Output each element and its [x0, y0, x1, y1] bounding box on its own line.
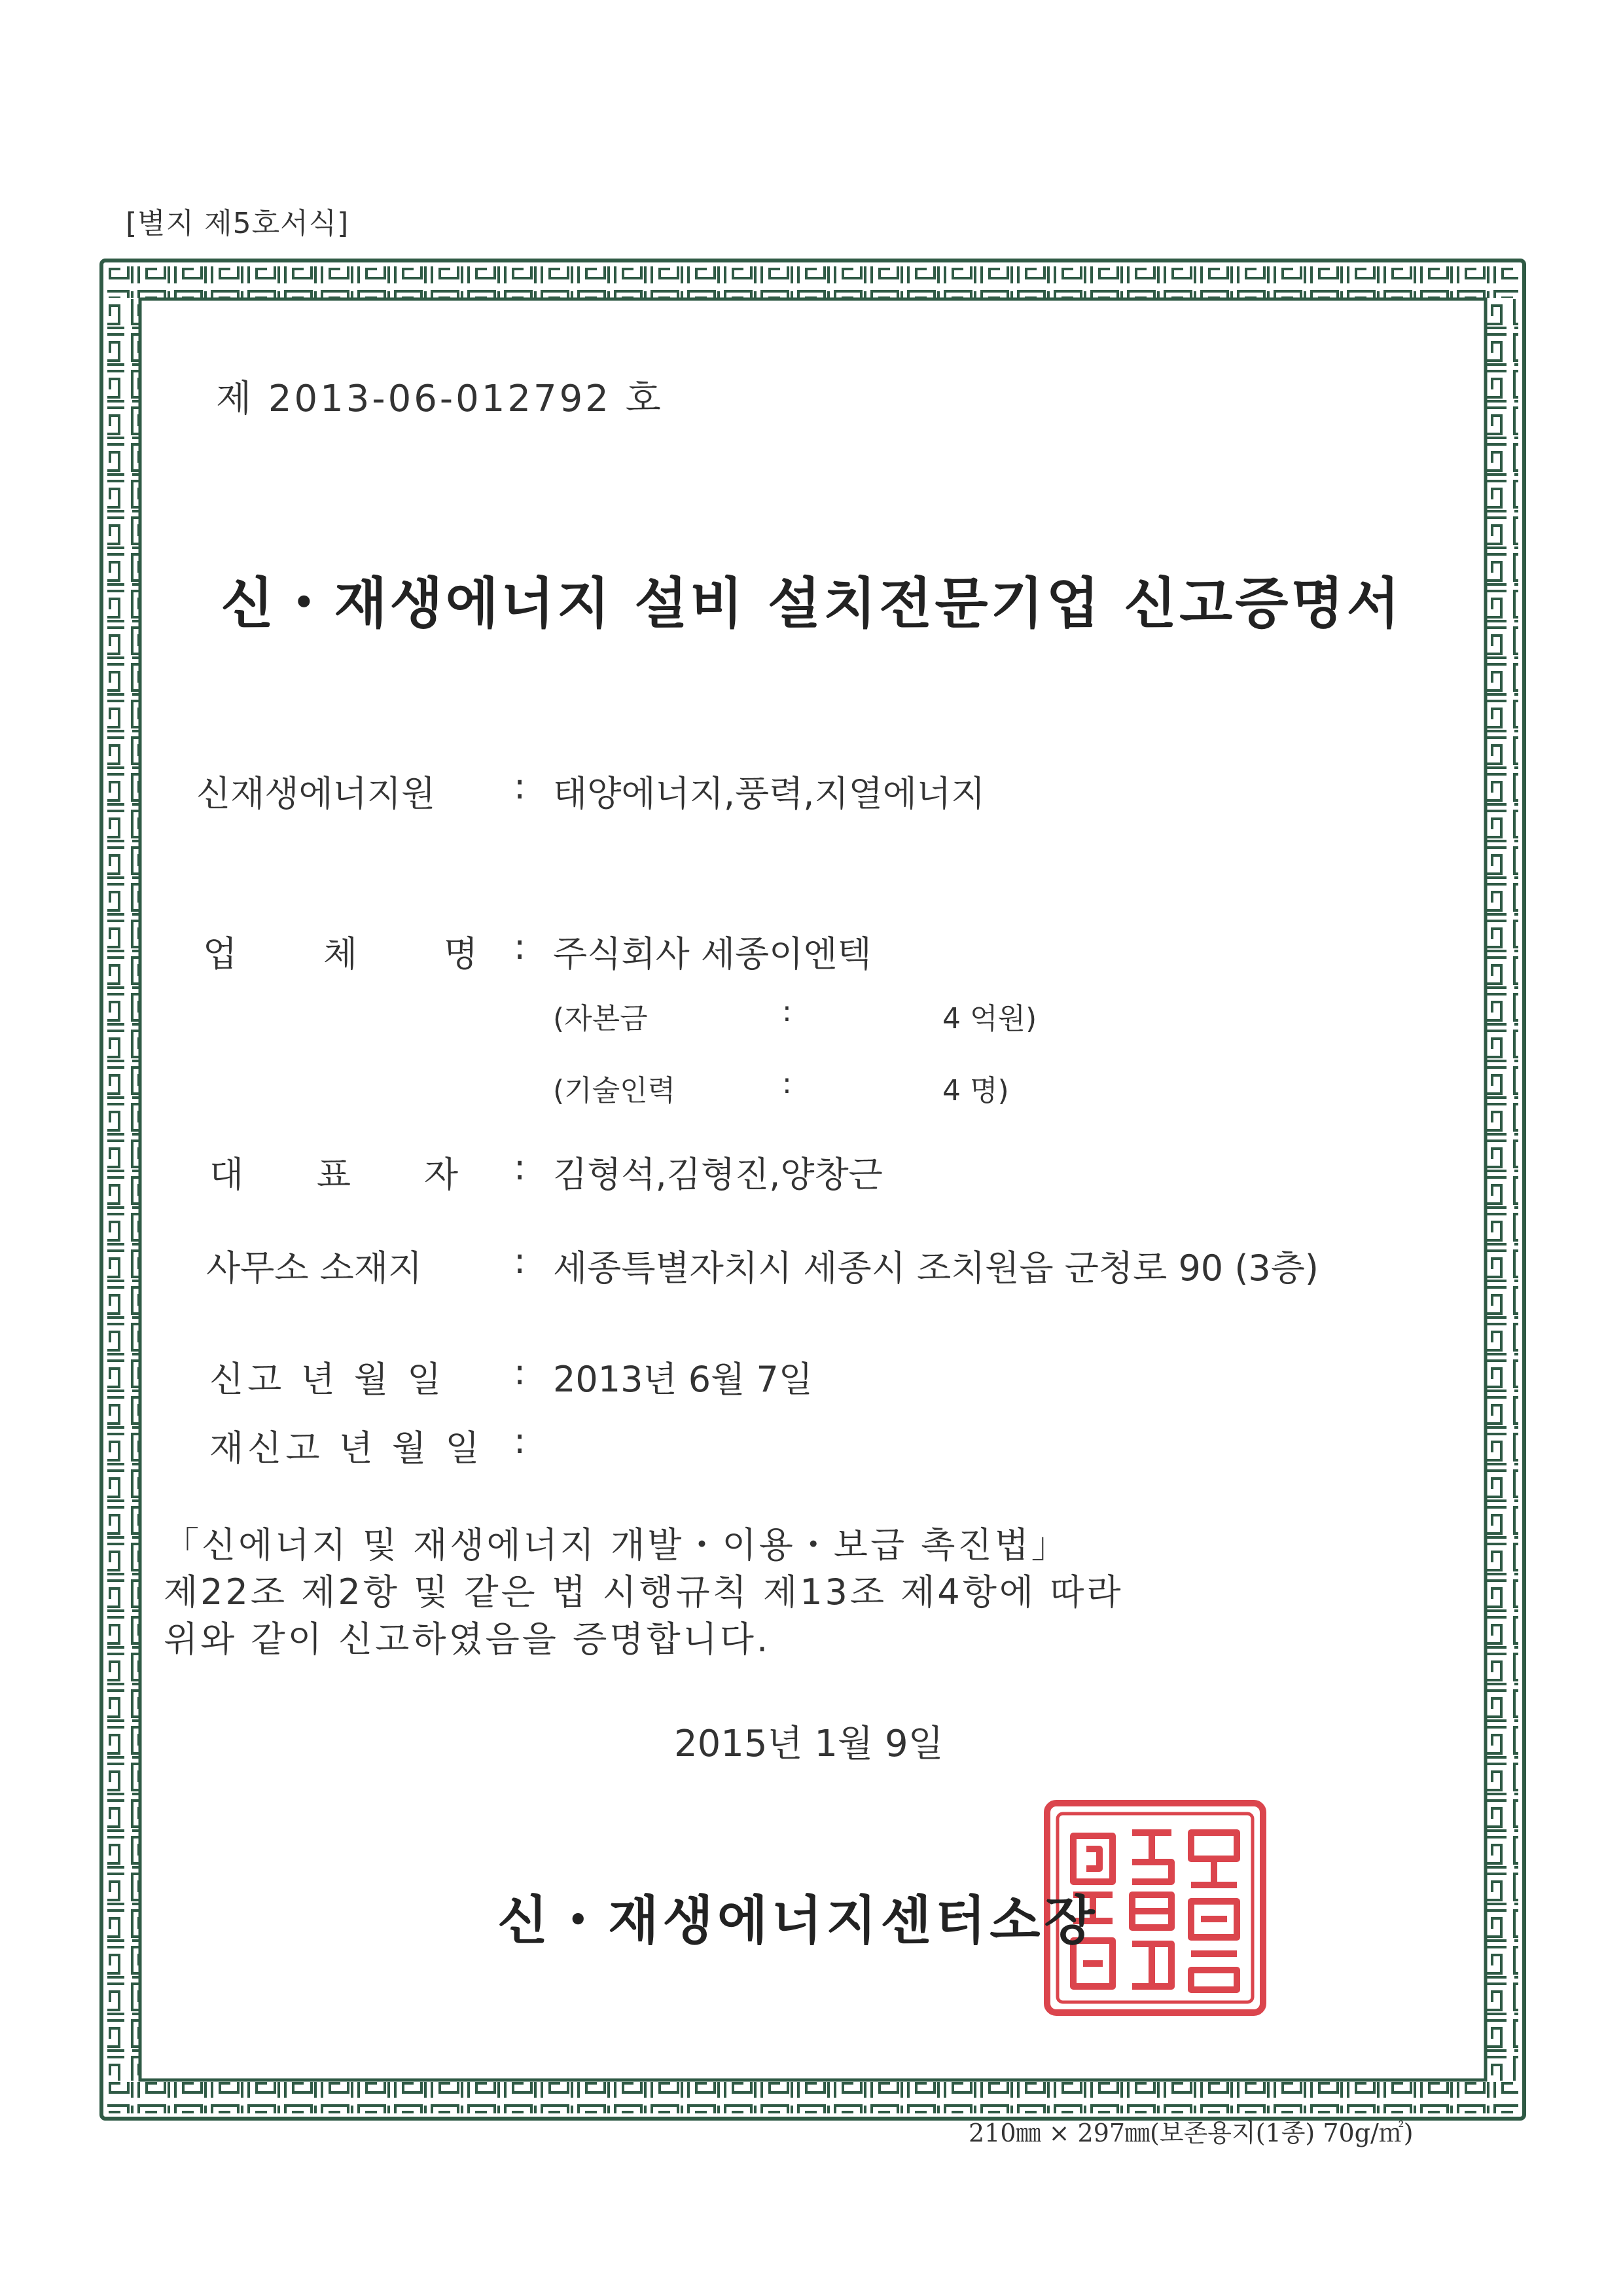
report-date-value: 2013년 6월 7일: [553, 1359, 813, 1400]
label-char: 표: [316, 1154, 351, 1195]
representative-label: [209, 1147, 458, 1197]
energy-source-label: 신재생에너지원: [196, 773, 436, 814]
label-char: 자: [423, 1154, 458, 1195]
tech-staff-label: (기술인력: [553, 1074, 676, 1107]
company-name-label: [203, 926, 478, 977]
tech-staff-value: 4 명): [942, 1074, 1009, 1107]
document-title: 신・재생에너지 설비 설치전문기업 신고증명서: [221, 571, 1402, 636]
report-date-label: 신고 년 월 일: [209, 1359, 446, 1400]
body-line-2: 제22조 제2항 및 같은 법 시행규칙 제13조 제4항에 따라: [164, 1571, 1124, 1613]
rereport-date-label: 재신고 년 월 일: [209, 1427, 484, 1469]
paper-spec-footer: 210㎜ × 297㎜(보존용지(1종) 70g/㎡): [969, 2119, 1414, 2147]
office-address-label: 사무소 소재지: [206, 1247, 423, 1289]
representative-value: 김형석,김형진,양창근: [553, 1154, 883, 1195]
body-line-3: 위와 같이 신고하였음을 증명합니다.: [164, 1619, 771, 1660]
colon: :: [782, 1067, 792, 1100]
label-char: 체: [323, 933, 358, 975]
colon: :: [514, 1147, 526, 1188]
label-char: 대: [209, 1154, 244, 1195]
energy-source-value: 태양에너지,풍력,지열에너지: [553, 773, 986, 814]
body-line-1: 「신에너지 및 재생에너지 개발・이용・보급 촉진법」: [164, 1524, 1069, 1566]
company-name-value: 주식회사 세종이엔텍: [553, 933, 872, 975]
colon: :: [514, 766, 526, 807]
colon: :: [514, 1352, 526, 1393]
capital-value: 4 억원): [942, 1002, 1037, 1035]
certificate-number: 제 2013-06-012792 호: [216, 378, 664, 420]
issue-date: 2015년 1월 9일: [674, 1723, 944, 1765]
issuer-name: 신・재생에너지센터소장: [497, 1890, 1099, 1951]
form-number-tag: [별지 제5호서식]: [126, 207, 349, 240]
capital-label: (자본금: [553, 1002, 648, 1035]
colon: :: [514, 1240, 526, 1282]
label-char: 업: [203, 933, 238, 975]
colon: :: [514, 1420, 526, 1462]
office-address-value: 세종특별자치시 세종시 조치원읍 군청로 90 (3층): [553, 1247, 1319, 1289]
colon: :: [782, 995, 792, 1028]
colon: :: [514, 926, 526, 967]
label-char: 명: [443, 933, 478, 975]
